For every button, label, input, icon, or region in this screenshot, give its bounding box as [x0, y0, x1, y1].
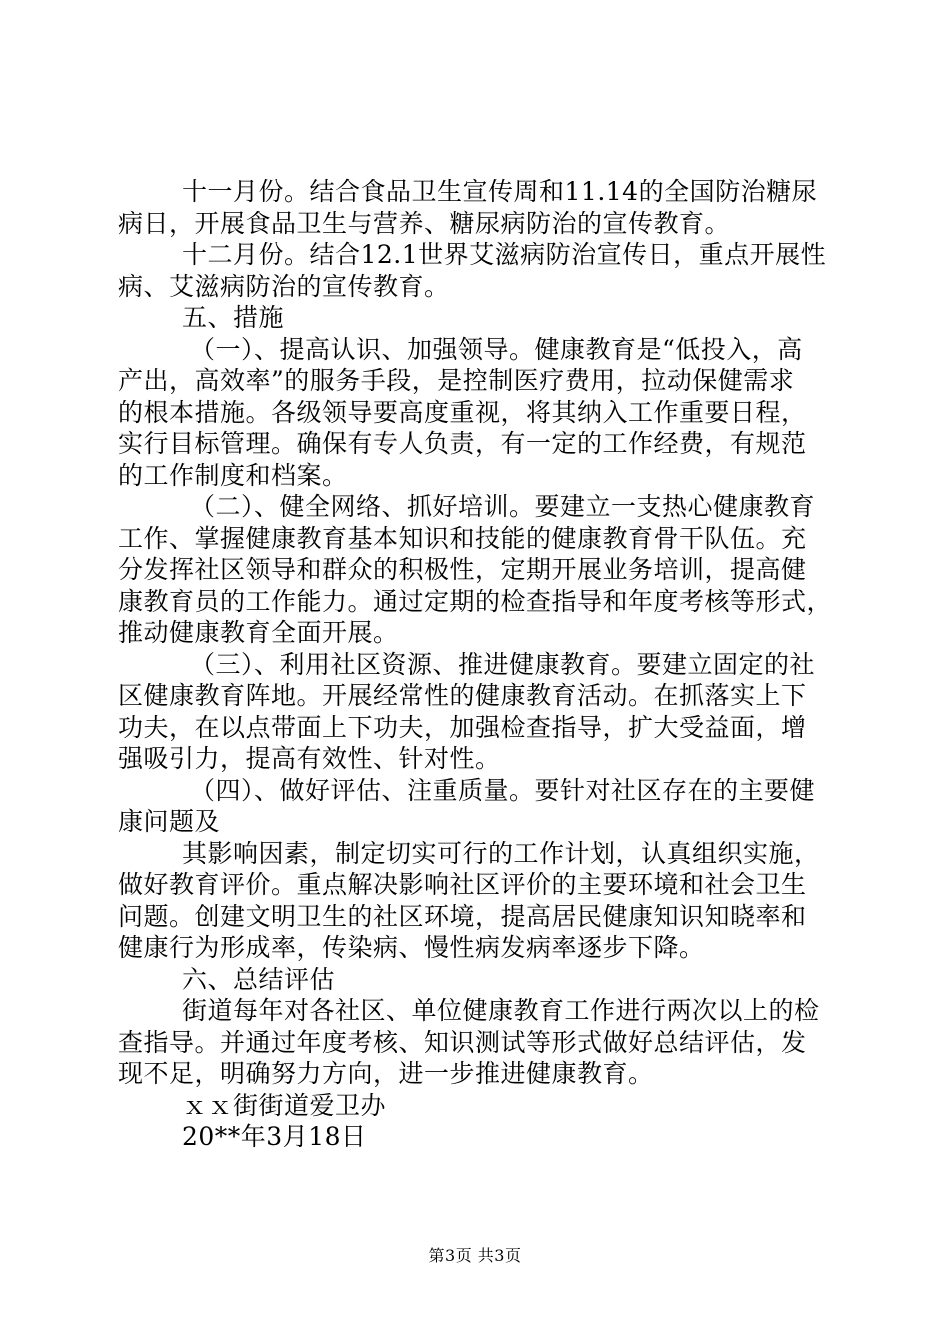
text-line: 的工作制度和档案。: [118, 460, 348, 490]
text-line: 20**年3月18日: [182, 1122, 367, 1151]
text-line: 强吸引力，提高有效性、针对性。: [118, 744, 501, 773]
text-line: 问题。创建文明卫生的社区环境，提高居民健康知识知晓率和: [118, 901, 807, 931]
text-line: 病日，开展食品卫生与营养、糖尿病防治的宣传教育。: [118, 208, 731, 238]
text-line: 做好教育评价。重点解决影响社区评价的主要环境和社会卫生: [118, 870, 807, 899]
text-line: 实行目标管理。确保有专人负责，有一定的工作经费，有规范: [118, 429, 807, 458]
page-footer: 第3页 共3页: [428, 1246, 522, 1265]
text-line: 分发挥社区领导和群众的积极性，定期开展业务培训，提高健: [118, 555, 807, 584]
text-line: 十二月份。结合12.1世界艾滋病防治宣传日，重点开展性: [182, 240, 827, 269]
text-line: ｘｘ街街道爱卫办: [182, 1090, 387, 1120]
text-line: 十一月份。结合食品卫生宣传周和11.14的全国防治糖尿: [182, 177, 818, 206]
text-line: 病、艾滋病防治的宣传教育。: [118, 271, 450, 301]
text-line: （四）、做好评估、注重质量。要针对社区存在的主要健: [190, 775, 816, 805]
text-line: 工作、掌握健康教育基本知识和技能的健康教育骨干队伍。充: [118, 523, 807, 553]
text-line: （三）、利用社区资源、推进健康教育。要建立固定的社: [190, 649, 816, 679]
text-line: 区健康教育阵地。开展经常性的健康教育活动。在抓落实上下: [118, 681, 807, 710]
text-line: 推动健康教育全面开展。: [118, 618, 399, 647]
text-line: 查指导。并通过年度考核、知识测试等形式做好总结评估，发: [118, 1027, 807, 1057]
text-line: 街道每年对各社区、单位健康教育工作进行两次以上的检: [182, 996, 820, 1025]
text-line: 五、措施: [182, 303, 285, 332]
document-body: [118, 176, 838, 1153]
text-line: （二）、健全网络、抓好培训。要建立一支热心健康教育: [190, 492, 816, 521]
text-line: 产出，高效率”的服务手段，是控制医疗费用，拉动保健需求: [118, 366, 795, 395]
text-line: 康问题及: [118, 807, 221, 836]
text-line: 的根本措施。各级领导要高度重视，将其纳入工作重要日程，: [118, 397, 807, 427]
text-line: 健康行为形成率，传染病、慢性病发病率逐步下降。: [118, 933, 705, 962]
text-line: 其影响因素，制定切实可行的工作计划，认真组织实施，: [182, 838, 820, 868]
text-line: 六、总结评估: [182, 964, 336, 994]
text-line: 康教育员的工作能力。通过定期的检查指导和年度考核等形式，: [118, 586, 833, 616]
text-line: （一）、提高认识、加强领导。健康教育是“低投入，高: [190, 334, 803, 364]
text-line: 功夫，在以点带面上下功夫，加强检查指导，扩大受益面，增: [118, 712, 807, 742]
text-line: 现不足，明确努力方向，进一步推进健康教育。: [118, 1059, 654, 1088]
